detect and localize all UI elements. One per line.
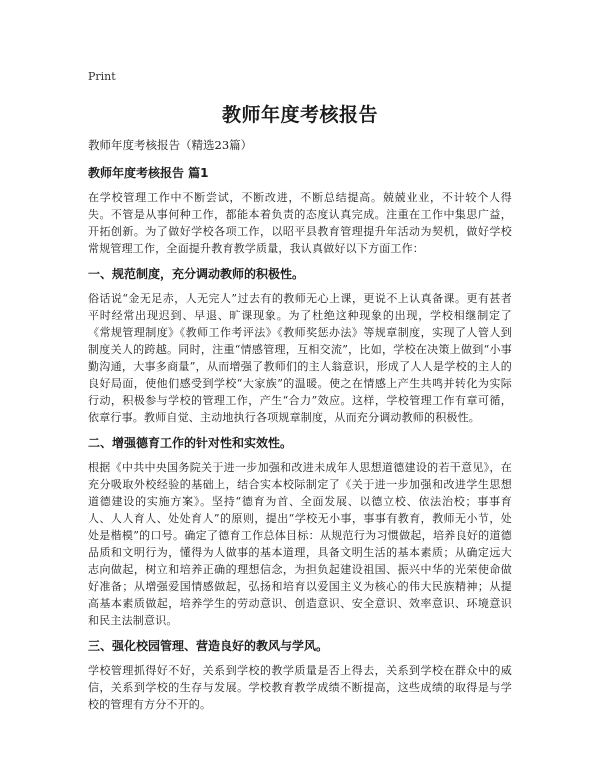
section-2 [88, 435, 512, 629]
section-heading: 三、强化校园管理、营造良好的教风与学风。 [88, 639, 329, 653]
section-paragraph: 根据《中共中央国务院关于进一步加强和改进未成年人思想道德建设的若干意见》，在充分吸取外校经验的基础上，结合实本校际制定了《关于进一步加强和改进学生思想道德建设的实施方案》。坚持“德育为首、全面发展、以德立校、依法治校；事事育人、人人育人、处处育人”的原则，提出“学校无小事，事事有教育，教师无小节，处处是楷模”的口号。确定了德育工作总体目标：从规范行为习惯做起，培养良好的道德品质和文明行为，懂得为人做事的基本道理，具备文明生活的基本素质；从确定远大志向做起，树立和培养正确的理想信念，为担负起建设祖国、振兴中华的光荣使命做好准备；从增强爱国情感做起，弘扬和培育以爱国主义为核心的伟大民族精神；从提高基本素质做起，培养学生的劳动意识、创造意识、安全意识、效率意识、环境意识和民主法制意识。 [88, 461, 512, 627]
print-link[interactable]: Print [88, 70, 116, 83]
document-subtitle: 教师年度考核报告（精选23篇） [88, 138, 253, 152]
section-1 [88, 266, 512, 426]
section-paragraph: 学校管理抓得好不好，关系到学校的教学质量是否上得去，关系到学校在群众中的威信，关系到学校的生存与发展。学校教育教学成绩不断提高，这些成绩的取得是与学校的管理有方分不开的。 [88, 664, 512, 711]
section-paragraph: 俗话说“金无足赤，人无完人”过去有的教师无心上课，更说不上认真备课。更有甚者平时经常出现迟到、早退、旷课现象。为了杜绝这种现象的出现，学校相继制定了《常规管理制度》《教师工作考评法》《教师奖惩办法》等规章制度，实现了人管人到制度关人的跨越。同时，注重“情感管理，互相交流”，比如，学校在决策上做到“小事勤沟通，大事多商量”，从而增强了教师们的主人翁意识，形成了人人是学校的主人的良好局面，使他们感受到学校“大家族”的温暖。使之在情感上产生共鸣并转化为实际行动，积极参与学校的管理工作，产生“合力”效应。这样，学校管理工作有章可循，依章行事。教师自觉、主动地执行各项规章制度，从而充分调动教师的积极性。 [88, 292, 512, 424]
intro-paragraph: 在学校管理工作中不断尝试，不断改进，不断总结提高。兢兢业业，不计较个人得失。不管是从事何种工作，都能本着负责的态度认真完成。注重在工作中集思广益，开拓创新。为了做好学校各项工作，以昭平县教育管理提升年活动为契机，做好学校常规管理工作，全面提升教育教学质量，我认真做好以下方面工作： [88, 191, 512, 255]
section-heading: 二、增强德育工作的针对性和实效性。 [88, 436, 293, 450]
section-3 [88, 638, 512, 713]
page-title: 教师年度考核报告 [221, 104, 378, 126]
article-title: 教师年度考核报告 篇1 [88, 166, 209, 180]
section-heading: 一、规范制度，充分调动教师的积极性。 [88, 267, 305, 281]
